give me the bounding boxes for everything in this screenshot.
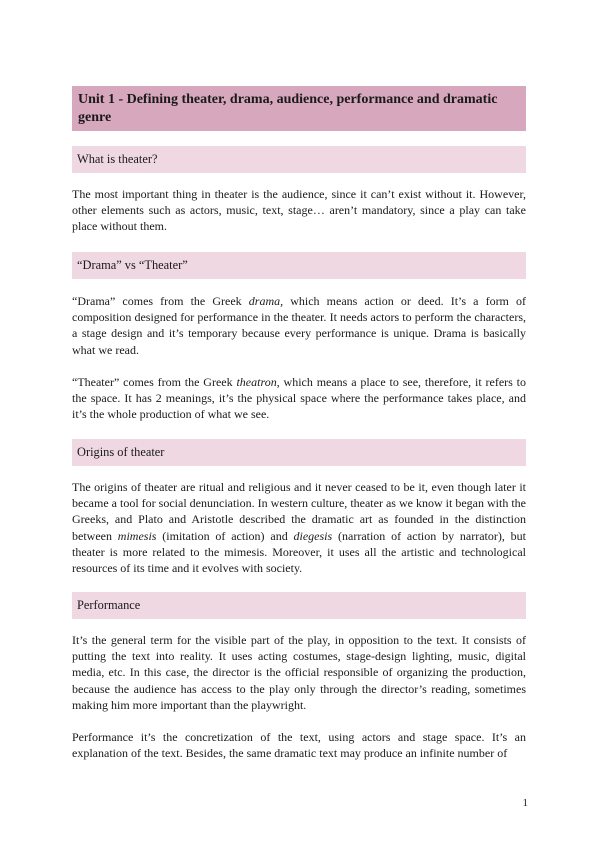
text: (imitation of action) and	[156, 528, 294, 543]
unit-title: Unit 1 - Defining theater, drama, audience, performance and dramatic genre	[72, 86, 526, 131]
emphasis-theatron: theatron	[236, 375, 277, 389]
paragraph-what-is-theater: The most important thing in theater is the audience, since it can’t exist without it. However, other elements such as actors, music, text, stage… aren’t mandatory, since a play can take place without them.	[72, 187, 526, 234]
text: “Theater” comes from the Greek	[72, 375, 237, 389]
emphasis-diegesis: diegesis	[293, 528, 333, 543]
paragraph-origins	[72, 479, 526, 576]
emphasis-mimesis: mimesis	[117, 528, 157, 543]
paragraph-theater-definition	[72, 374, 526, 423]
heading-performance: Performance	[72, 592, 526, 619]
heading-what-is-theater: What is theater?	[72, 146, 526, 173]
heading-origins-of-theater: Origins of theater	[72, 439, 526, 466]
text: “Drama” comes from the Greek	[72, 294, 249, 308]
text: , which means a place to see, therefore, it refers to the space. It has 2 meanings, it’s the physical space where the performance takes place, and it’s the whole production of what we see.	[72, 375, 527, 422]
text: which means action or deed. It’s a form of composition designed for performance in the theater. It needs actors to perform the characters, a stage design and it’s temporary because every performance is unique. Drama is basically what we read.	[72, 294, 526, 357]
heading-drama-vs-theater: “Drama” vs “Theater”	[72, 252, 526, 279]
paragraph-performance-1: It’s the general term for the visible part of the play, in opposition to the text. It consists of putting the text into reality. It uses acting costumes, stage-design lighting, music, digital media, etc. In this case, the director is the official responsible of organizing the production, because the audience has access to the play only through the director’s reading, sometimes making him more important than the playwright.	[72, 633, 526, 712]
text: The origins of theater are ritual and religious and it never ceased to be it, even though later it became a tool for social denunciation. In western culture, theater as we know it began with the Greeks, and Plato and Aristotle described the dramatic art as founded in the distinction between	[72, 480, 526, 543]
page-number: 1	[522, 797, 528, 809]
emphasis-drama: drama,	[248, 294, 284, 308]
paragraph-performance-2: Performance it’s the concretization of the text, using actors and stage space. It’s an explanation of the text. Besides, the same dramatic text may produce an infinite number of	[72, 730, 526, 761]
text: (narration of action by narrator), but theater is more related to the mimesis. Moreover, it uses all the artistic and technological resources of its time and it evolves with society.	[72, 528, 527, 576]
paragraph-drama-definition	[72, 293, 526, 358]
